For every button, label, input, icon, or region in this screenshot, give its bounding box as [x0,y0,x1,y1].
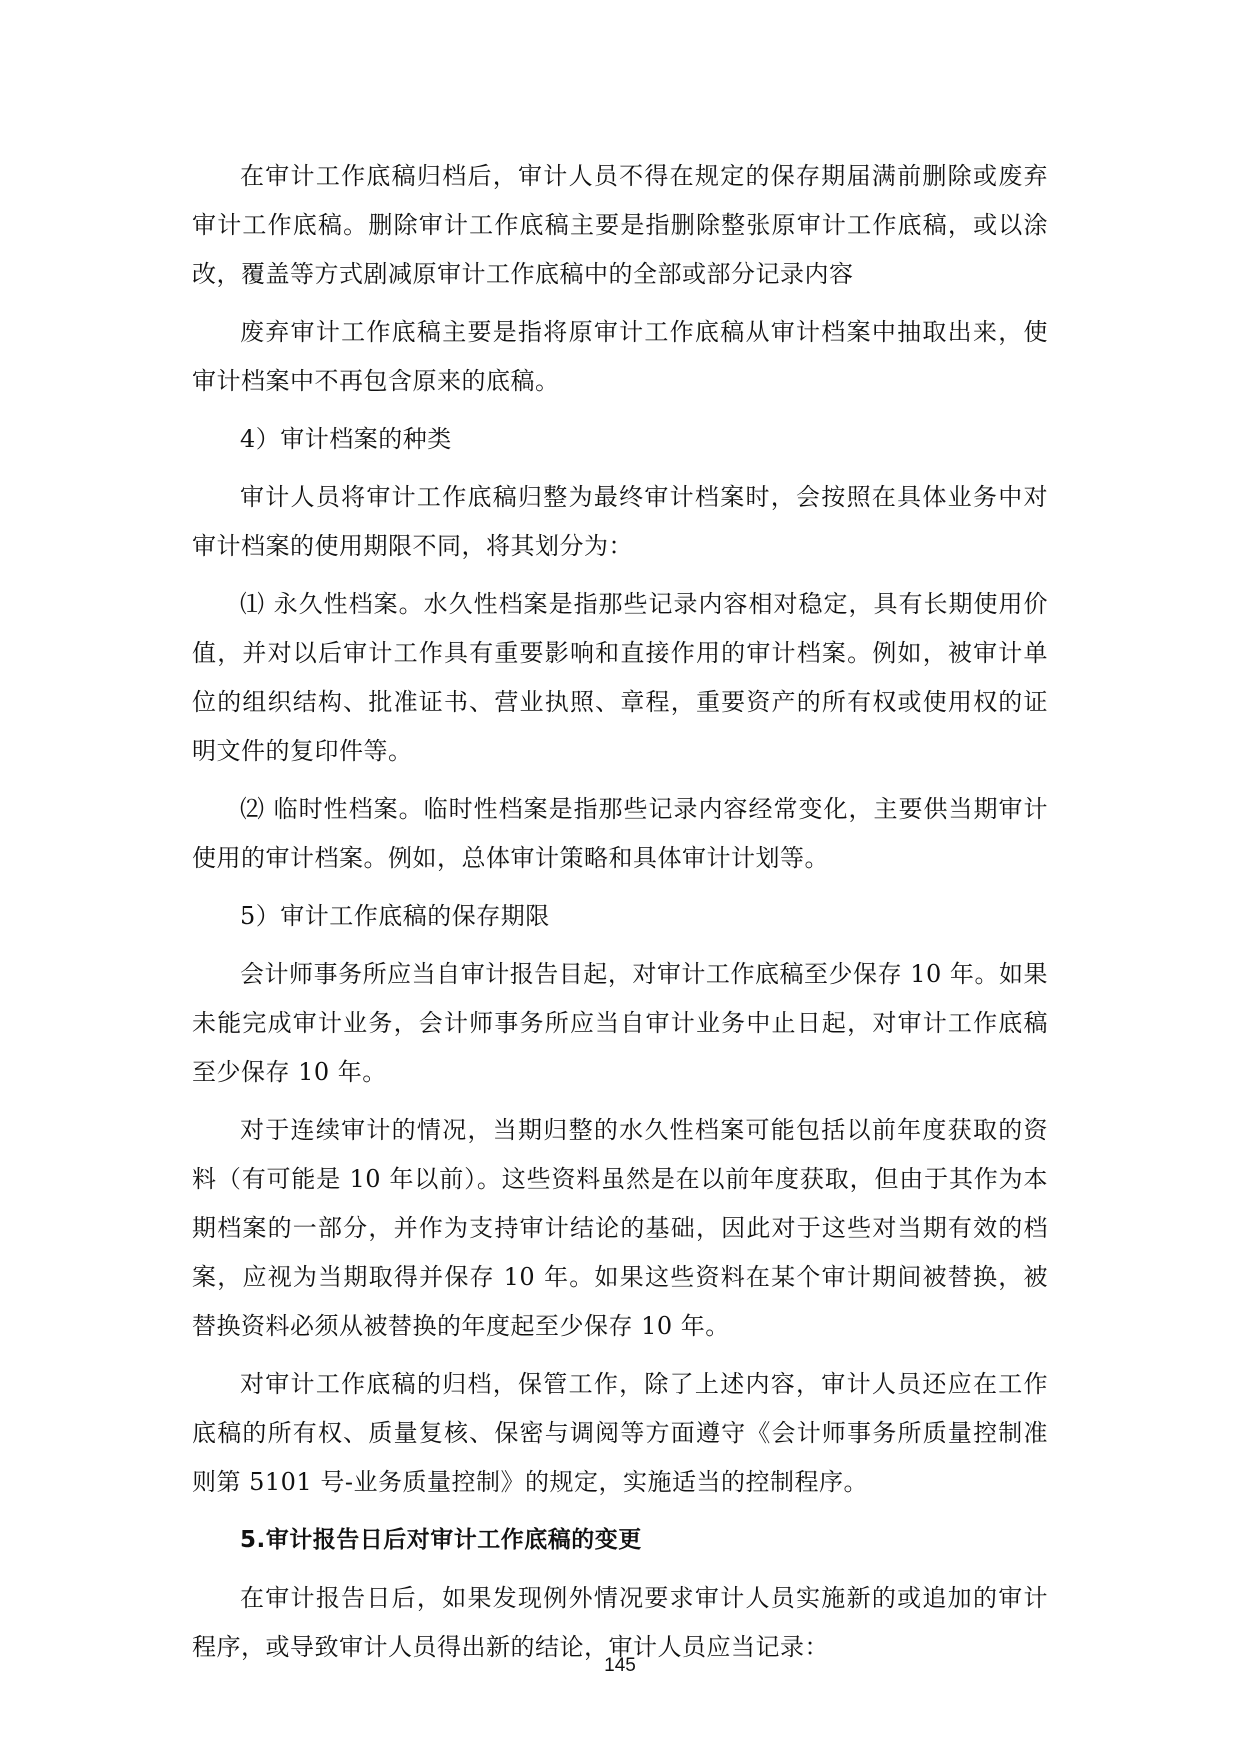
paragraph-retention-ten-years: 会计师事务所应当自审计报告目起，对审计工作底稿至少保存 10 年。如果未能完成审计业务，会计师事务所应当自审计业务中止日起，对审计工作底稿至少保存 10 年。 [192,960,1048,1086]
section-heading: 5.审计报告日后对审计工作底稿的变更 [240,1527,642,1553]
list-item-permanent-archive: ⑴ 永久性档案。水久性档案是指那些记录内容相对稳定，具有长期使用价值，并对以后审计工作具有重要影响和直接作用的审计档案。例如，被审计单位的组织结构、批准证书、营业执照、章程，重要资产的所有权或使用权的证明文件的复印件等。 [192,590,1048,765]
paragraph-archive-discard: 废弃审计工作底稿主要是指将原审计工作底稿从审计档案中抽取出来，使审计档案中不再包含原来的底稿。 [192,318,1048,395]
paragraph-archive-deletion: 在审计工作底稿归档后，审计人员不得在规定的保存期届满前删除或废弃审计工作底稿。删除审计工作底稿主要是指删除整张原审计工作底稿，或以涂改，覆盖等方式剧减原审计工作底稿中的全部或部分记录内容 [192,162,1048,288]
subheading-archive-types: 4）审计档案的种类 [240,425,452,453]
paragraph-continuous-audit: 对于连续审计的情况，当期归整的水久性档案可能包括以前年度获取的资料（有可能是 10 年以前）。这些资料虽然是在以前年度获取，但由于其作为本期档案的一部分，并作为支持审计结论的基础，因此对于这些对当期有效的档案，应视为当期取得并保存 10 年。如果这些资料在某个审计期间被替换，被替换资料必须从被替换的年度起至少保存 10 年。 [192,1116,1048,1340]
document-body [192,152,1048,1681]
paragraph-post-report-changes: 在审计报告日后，如果发现例外情况要求审计人员实施新的或追加的审计程序，或导致审计人员得出新的结论，审计人员应当记录： [192,1584,1048,1661]
page-number: 145 [604,1655,636,1676]
paragraph-quality-control: 对审计工作底稿的归档，保管工作，除了上述内容，审计人员还应在工作底稿的所有权、质量复核、保密与调阅等方面遵守《会计师事务所质量控制准则第 5101 号-业务质量控制》的规定，实施适当的控制程序。 [192,1370,1048,1496]
list-item-temporary-archive: ⑵ 临时性档案。临时性档案是指那些记录内容经常变化，主要供当期审计使用的审计档案。例如，总体审计策略和具体审计计划等。 [192,795,1048,872]
paragraph-archive-classification: 审计人员将审计工作底稿归整为最终审计档案时，会按照在具体业务中对审计档案的使用期限不同，将其划分为： [192,483,1048,560]
subheading-retention-period: 5）审计工作底稿的保存期限 [240,902,550,930]
